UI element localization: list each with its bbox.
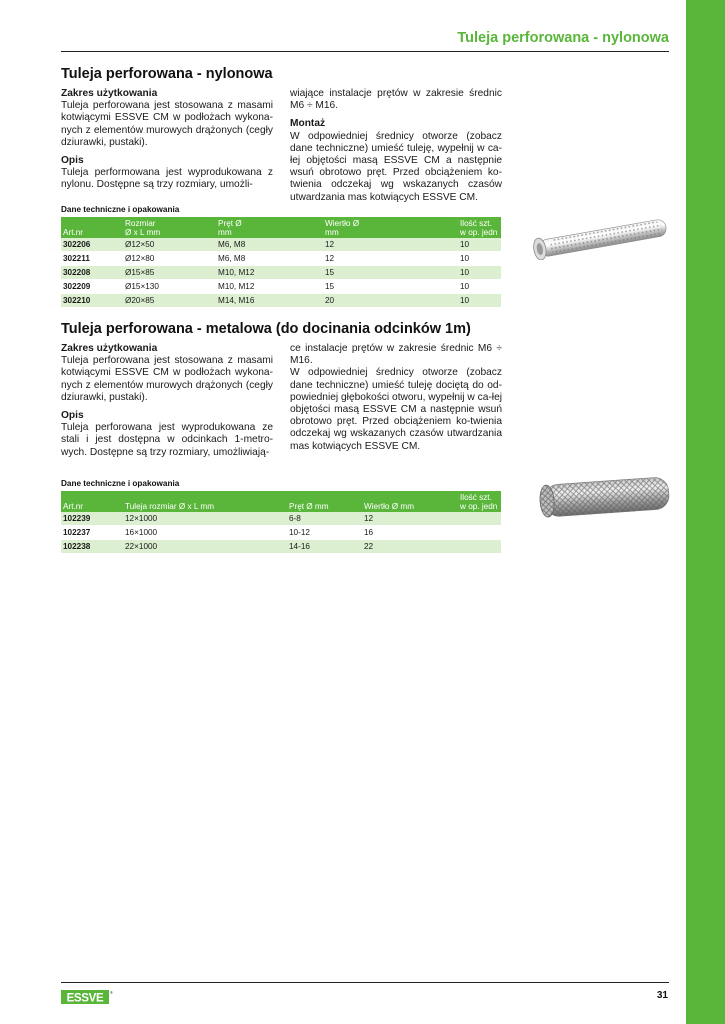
- size-cell: Ø20×85: [123, 294, 216, 308]
- drill-cell: 16: [362, 526, 458, 540]
- drill-cell: 15: [323, 280, 458, 294]
- usage-heading: Zakres użytkowania: [61, 88, 158, 99]
- page-header-title: Tuleja perforowana - nylonowa: [457, 30, 669, 46]
- column-header: Rozmiar Ø x L mm: [123, 217, 216, 238]
- table-row: [61, 294, 501, 308]
- nylon-sleeve-image: [525, 218, 675, 260]
- size-cell: Ø15×130: [123, 280, 216, 294]
- spec-table-nylon: [61, 217, 501, 308]
- size-cell: Ø12×80: [123, 252, 216, 266]
- size-cell: 16×1000: [123, 526, 287, 540]
- usage-text: Tuleja perforowana jest stosowana z masami kotwiącymi ESSVE CM w podłożach wykona-nych z elementów murowych drążonych (cegły dziurawki, pustaki).: [61, 355, 273, 403]
- rod-cell: M10, M12: [216, 266, 323, 280]
- drill-cell: 15: [323, 266, 458, 280]
- svg-text:®: ®: [110, 990, 113, 995]
- table-caption: Dane techniczne i opakowania: [61, 479, 180, 488]
- column-header: Art.nr: [61, 491, 123, 512]
- metal-mesh-sleeve-image: [537, 472, 675, 524]
- quantity-cell: 10: [458, 252, 501, 266]
- spec-table-metal: [61, 491, 501, 554]
- drill-cell: 12: [323, 238, 458, 252]
- quantity-cell: 10: [458, 294, 501, 308]
- drill-cell: 22: [362, 540, 458, 554]
- description-text: Tuleja performowana jest wyprodukowana z nylonu. Dostępne są trzy rozmiary, umożli-: [61, 167, 273, 191]
- table-row: [61, 266, 501, 280]
- quantity-cell: 10: [458, 238, 501, 252]
- side-color-bar: [686, 0, 725, 1024]
- column-header: Ilość szt. w op. jedn: [458, 217, 501, 238]
- drill-cell: 20: [323, 294, 458, 308]
- column-header: Wiertło Ø mm: [362, 491, 458, 512]
- drill-cell: 12: [362, 512, 458, 526]
- description-heading: Opis: [61, 410, 84, 422]
- column-header: Ilość szt. w op. jedn: [458, 491, 501, 512]
- text-column-left: [61, 88, 273, 192]
- essve-logo: [61, 988, 113, 1006]
- size-cell: Ø15×85: [123, 266, 216, 280]
- table-caption: Dane techniczne i opakowania: [61, 205, 180, 214]
- usage-heading: Zakres użytkowania: [61, 343, 158, 354]
- section-heading: Tuleja perforowana - nylonowa: [61, 66, 273, 82]
- installation-text: W odpowiedniej średnicy otworze (zobacz dane techniczne) umieść tuleję dociętą do od-powiedniej głębokości otworu, wypełnij w ca-łej objętości masą ESSVE CM a następnie wsuń obrotowo pręt. Przed obciążeniem ko-twienia odczekaj wg wskazanych czasów utwardzania mas kotwiących ESSVE CM.: [290, 367, 502, 452]
- description-continued: ce instalacje prętów w zakresie średnic M6 ÷ M16.: [290, 343, 502, 367]
- drill-cell: 12: [323, 252, 458, 266]
- installation-heading: Montaż: [290, 118, 326, 130]
- rod-cell: 10-12: [287, 526, 362, 540]
- table-row: [61, 526, 501, 540]
- quantity-cell: 10: [458, 280, 501, 294]
- article-number: 102238: [61, 540, 123, 554]
- column-header: Wiertło Ø mm: [323, 217, 458, 238]
- article-number: 302210: [61, 294, 123, 308]
- description-text: Tuleja perforowana jest wyprodukowana ze stali i jest dostępna w odcinkach 1-metro-wych. Dostępne są trzy rozmiary, umożliwiają-: [61, 422, 273, 458]
- table-row: [61, 280, 501, 294]
- section-nylon-sleeve: [61, 66, 502, 203]
- article-number: 302208: [61, 266, 123, 280]
- usage-text: Tuleja perforowana jest stosowana z masami kotwiącymi ESSVE CM w podłożach wykona-nych z elementów murowych drążonych (cegły dziurawki, pustaki).: [61, 100, 273, 148]
- rod-cell: M14, M16: [216, 294, 323, 308]
- header-divider: [61, 51, 669, 52]
- article-number: 302206: [61, 238, 123, 252]
- quantity-cell: [458, 526, 501, 540]
- quantity-cell: [458, 540, 501, 554]
- article-number: 102237: [61, 526, 123, 540]
- article-number: 302209: [61, 280, 123, 294]
- description-continued: wiające instalacje prętów w zakresie średnic M6 ÷ M16.: [290, 88, 502, 112]
- column-header: Tuleja rozmiar Ø x L mm: [123, 491, 287, 512]
- section-metal-sleeve: [61, 321, 502, 458]
- footer-divider: [61, 982, 669, 983]
- column-header: Pręt Ø mm: [216, 217, 323, 238]
- rod-cell: M6, M8: [216, 252, 323, 266]
- table-row: [61, 238, 501, 252]
- installation-text: W odpowiedniej średnicy otworze (zobacz dane techniczne) umieść tuleję, wypełnij w ca-łej objętości masą ESSVE CM a następnie wsuń obrotowo pręt. Przed obciążeniem ko-twienia odczekaj wg wskazanych czasów utwardzania mas kotwiących ESSVE CM.: [290, 130, 502, 203]
- size-cell: 12×1000: [123, 512, 287, 526]
- text-column-left: [61, 343, 273, 459]
- column-header: Pręt Ø mm: [287, 491, 362, 512]
- section-heading: Tuleja perforowana - metalowa (do docinania odcinków 1m): [61, 321, 471, 337]
- quantity-cell: 10: [458, 266, 501, 280]
- rod-cell: M6, M8: [216, 238, 323, 252]
- article-number: 302211: [61, 252, 123, 266]
- article-number: 102239: [61, 512, 123, 526]
- column-header: Art.nr: [61, 217, 123, 238]
- rod-cell: 14-16: [287, 540, 362, 554]
- size-cell: 22×1000: [123, 540, 287, 554]
- table-row: [61, 252, 501, 266]
- table-row: [61, 512, 501, 526]
- text-column-right: [290, 88, 502, 204]
- size-cell: Ø12×50: [123, 238, 216, 252]
- rod-cell: M10, M12: [216, 280, 323, 294]
- quantity-cell: [458, 512, 501, 526]
- table-header-row: [61, 491, 501, 512]
- description-heading: Opis: [61, 155, 84, 167]
- svg-text:ESSVE: ESSVE: [66, 992, 104, 1005]
- table-row: [61, 540, 501, 554]
- rod-cell: 6-8: [287, 512, 362, 526]
- table-header-row: [61, 217, 501, 238]
- page-number: 31: [656, 990, 668, 1001]
- text-column-right: [290, 343, 502, 453]
